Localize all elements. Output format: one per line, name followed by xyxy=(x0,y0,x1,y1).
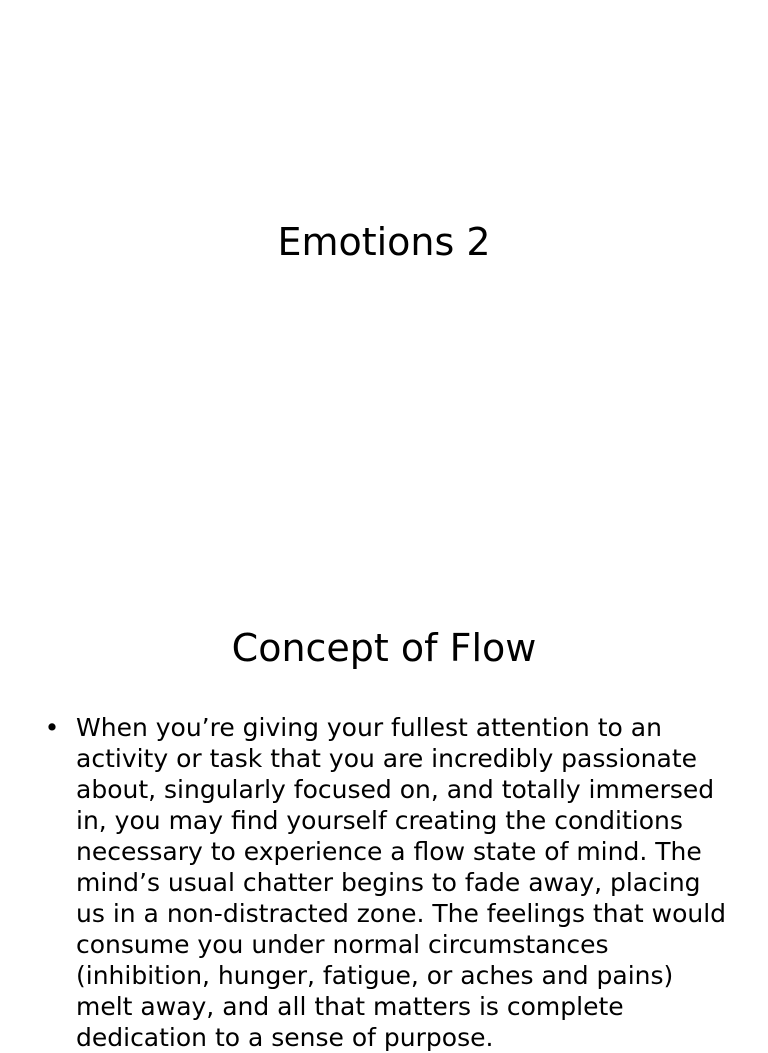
slide-heading: Concept of Flow xyxy=(231,626,537,670)
bullet-text: When you’re giving your fullest attention to an activity or task that you are incredibly passionate about, singularly focused on, and totally immersed in, you may find yourself creating the conditions necessary to experience a flow state of mind. The mind’s usual chatter begins to fade away, placing us in a non-distracted zone. The feelings that would consume you under normal circumstances (inhibition, hunger, fatigue, or aches and pains) melt away, and all that matters is complete dedication to a sense of purpose. xyxy=(76,713,727,1052)
bullet-icon: • xyxy=(44,713,60,742)
content-slide xyxy=(0,576,768,1052)
bullet-list xyxy=(40,712,730,1053)
bullet-item xyxy=(40,712,730,1053)
slide-title: Emotions 2 xyxy=(277,220,491,264)
